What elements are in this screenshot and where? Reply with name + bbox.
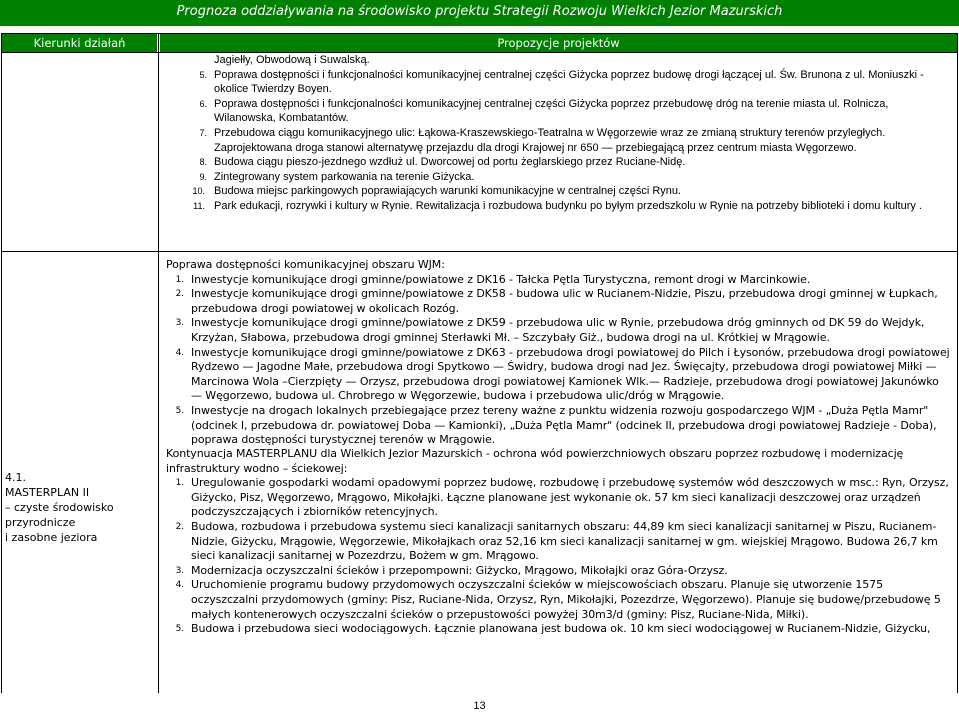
- list-item: 11. Park edukacji, rozrywki i kultury w Rynie. Rewitalizacja i rozbudowa budynku po byłym przedszkolu w Rynie na potrzeby biblioteki i domu kultury .: [193, 199, 922, 212]
- direction-line: MASTERPLAN II: [5, 486, 90, 499]
- direction-label-masterplan: [5, 470, 114, 545]
- direction-line: – czyste środowisko: [5, 501, 114, 514]
- list-item: 7. Przebudowa ciągu komunikacyjnego ulic: Łąkowa-Kraszewskiego-Teatralna w Węgorzewie wraz ze zmianą struktury terenów przyległych. Zaprojektowana droga stanowi alternatywę przejazdu dla drogi Krajowej nr 650 — przebiegającą przez centrum miasta Węgorzewo.: [199, 126, 886, 154]
- list-item: 2. Inwestycje komunikujące drogi gminne/powiatowe z DK58 - budowa ulic w Rucianem-Nidzie, Piszu, przebudowa drogi gminnej w Łupkach, przebudowa drogi powiatowej w okolicach Rozóg.: [175, 287, 938, 315]
- block-b-list: [166, 273, 953, 448]
- list-item: 5. Inwestycje na drogach lokalnych przebiegające przez tereny ważne z punktu widzenia rozwoju gospodarczego WJM - „Duża Pętla Mamr" (odcinek I, przebudowa dr. powiatowej Doba — Kamionki), „Duża Pętla Mamr" (odcinek II, przebudowa drogi powiatowej Radzieje - Doba), poprawa dostępności turystycznej terenów w Mrągowie.: [175, 403, 937, 447]
- block-c-list: [166, 476, 953, 637]
- block-b-intro: Poprawa dostępności komunikacyjnej obszaru WJM:: [166, 258, 445, 271]
- list-item: 3. Modernizacja oczyszczalni ścieków i przepompowni: Giżycko, Mrągowo, Mikołajki oraz Góra-Orzysz.: [175, 563, 728, 577]
- list-item: 3. Inwestycje komunikujące drogi gminne/powiatowe z DK59 - przebudowa ulic w Rynie, przebudowa dróg gminnych od DK 59 do Wejdyk, Krzyżan, Słabowa, przebudowa drogi gminnej Sterławki Mł. – Szczybały Giż., budowa drogi na ul. Krótkiej w Mrągowie.: [175, 316, 925, 344]
- direction-line: przyrodnicze: [5, 516, 76, 529]
- block-a-list: [189, 68, 949, 214]
- row-divider: [1, 251, 958, 252]
- proposal-block-roads-centre: [189, 53, 949, 214]
- table-border-right: [957, 33, 958, 693]
- block-c-intro: Kontynuacja MASTERPLANU dla Wielkich Jezior Mazurskich - ochrona wód powierzchniowych obszaru poprzez rozbudowę i modernizację infrastruktury wodno – ściekowej:: [166, 447, 904, 475]
- direction-line: i zasobne jeziora: [5, 531, 98, 544]
- list-item: 1. Inwestycje komunikujące drogi gminne/powiatowe z DK16 - Tałcka Pętla Turystyczna, remont drogi w Marcinkowie.: [175, 272, 811, 286]
- document-title: Prognoza oddziaływania na środowisko projektu Strategii Rozwoju Wielkich Jezior Mazurskich: [176, 4, 783, 19]
- list-item: 2. Budowa, rozbudowa i przebudowa systemu sieci kanalizacji sanitarnych obszaru: 44,89 km sieci kanalizacji sanitarnej w Piszu, Rucianem-Nidzie, Giżycku, Mrągowie, Węgorzewie, Mikołajkach oraz 52,16 km sieci kanalizacji sanitarnej w gm. wiejskiej Mrągowo. Budowa 26,7 km sieci kanalizacji sanitarnej w Pozezdrzu, Bożem w gm. Mrągowo.: [175, 519, 938, 563]
- block-a-intro: Jagiełły, Obwodową i Suwalską.: [214, 54, 370, 66]
- column-header-directions: Kierunki działań: [2, 34, 157, 52]
- proposal-block-masterplan: [166, 447, 953, 637]
- list-item: 4. Inwestycje komunikujące drogi gminne/powiatowe z DK63 - przebudowa drogi powiatowej do Pilch i Łysonów, przebudowa drogi powiatowej Rydzewo — Jagodne Małe, przebudowa drogi Spytkowo — Świdry, budowa drogi nad Jez. Święcajty, przebudowa drogi powiatowej Miłki — Marcinowa Wola –Cierzpięty — Orzysz, przebudowa drogi powiatowej Kamionek Wlk.— Radzieje, przebudowa drogi powiatowej Jakunówko — Węgorzewo, budowa ul. Chrobrego w Węgorzewie, budowa i przebudowa ulic/dróg w Mrągowie.: [175, 345, 950, 403]
- document-title-bar: [0, 0, 959, 26]
- list-item: 9. Zintegrowany system parkowania na terenie Giżycka.: [199, 170, 475, 183]
- list-item: 6. Poprawa dostępności i funkcjonalności komunikacyjnej centralnej części Giżycka poprzez przebudowę dróg na terenie miasta ul. Rolnicza, Wilanowska, Kombatantów.: [199, 97, 889, 125]
- list-item: 5. Budowa i przebudowa sieci wodociągowych. Łącznie planowana jest budowa ok. 10 km sieci wodociągowej w Rucianem-Nidzie, Giżycku,: [175, 622, 931, 636]
- table-column-divider: [158, 33, 159, 693]
- list-item: 1. Uregulowanie gospodarki wodami opadowymi poprzez budowę, rozbudowę i przebudowę systemów wód deszczowych w msc.: Ryn, Orzysz, Giżycko, Pisz, Węgorzewo, Mrągowo, Mikołajki. Łączne planowane jest wykonanie ok. 57 km sieci kanalizacji deszczowej oraz urządzeń podczyszczających i zbiorników retencyjnych.: [175, 476, 949, 519]
- column-header-proposals: Propozycje projektów: [160, 34, 957, 52]
- list-item: 5. Poprawa dostępności i funkcjonalności komunikacyjnej centralnej części Giżycka poprzez budowę drogi łączącej ul. Św. Brunona z ul. Moniuszki - okolice Twierdzy Boyen.: [199, 68, 924, 96]
- proposal-block-accessibility: [166, 258, 953, 448]
- list-item: 4. Uruchomienie programu budowy przydomowych oczyszczalni ścieków w miejscowościach obszaru. Planuje się utworzenie 1575 oczyszczalni przydomowych (gminy: Pisz, Ruciane-Nida, Orzysz, Ryn, Mikołajki, Pozezdrze, Węgorzewo). Planuje się budowę/przebudowę 5 małych kontenerowych oczyszczalni ścieków o przepustowości powyżej 30m3/d (gminy: Pisz, Ruciane-Nida, Miłki).: [175, 578, 941, 621]
- direction-number: 4.1.: [5, 471, 26, 484]
- table-border-left: [1, 33, 2, 693]
- list-item: 10. Budowa miejsc parkingowych poprawiających warunki komunikacyjne w centralnej części Rynu.: [192, 185, 682, 198]
- list-item: 8. Budowa ciągu pieszo-jezdnego wzdłuż ul. Dworcowej od portu żeglarskiego przez Ruciane-Nidę.: [199, 156, 686, 169]
- table-border-top: [1, 33, 958, 34]
- page-number: 13: [473, 700, 486, 712]
